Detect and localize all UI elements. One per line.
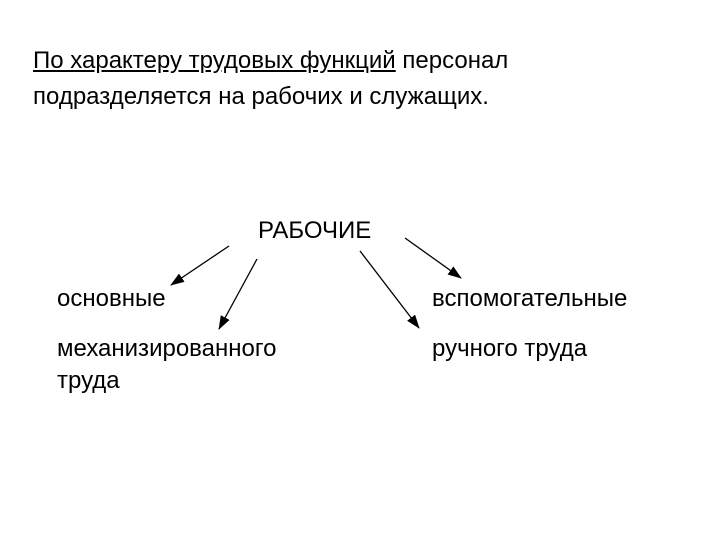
- node-manual-labor: ручного труда: [432, 335, 588, 362]
- intro-rest: персонал подразделяется на рабочих и служащих.: [33, 47, 509, 110]
- arrow-to-auxiliary: [405, 238, 461, 278]
- arrow-to-manual: [360, 251, 419, 328]
- intro-underlined: По характеру трудовых функций: [33, 47, 396, 74]
- node-mechanized-line2: труда: [57, 367, 120, 394]
- node-main: основные: [57, 285, 166, 312]
- node-auxiliary: вспомогательные: [432, 285, 628, 312]
- arrow-to-mechanized: [219, 259, 257, 329]
- root-node-workers: РАБОЧИЕ: [258, 217, 372, 244]
- node-mechanized-line1: механизированного: [57, 335, 277, 362]
- arrow-to-main: [171, 246, 229, 285]
